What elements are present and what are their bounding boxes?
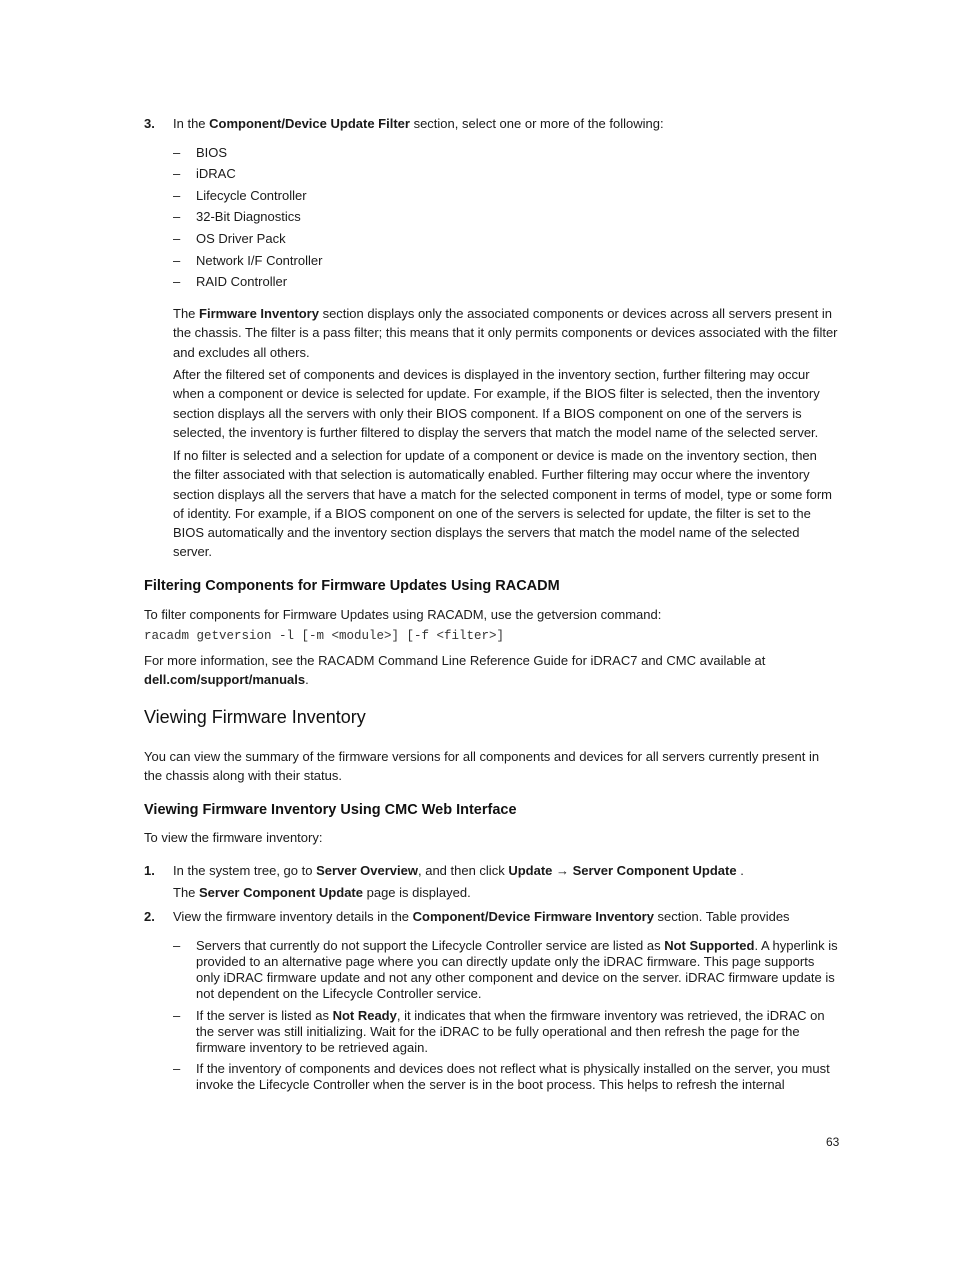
filter-option-item: – Lifecycle Controller	[173, 188, 307, 203]
not-supported-label: Not Supported	[664, 938, 755, 953]
web-section-intro: To view the firmware inventory:	[144, 830, 323, 845]
not-ready-label: Not Ready	[332, 1008, 397, 1023]
filter-option-label: RAID Controller	[196, 274, 288, 289]
racadm-more-info: For more information, see the RACADM Command Line Reference Guide for iDRAC7 and CMC available at dell.com/support/manuals.	[144, 653, 766, 688]
filter-option-label: iDRAC	[196, 166, 236, 181]
list-item: – Servers that currently do not support the Lifecycle Controller service are listed as Not Supported. A hyperlink is provided to an alternative page where you can directly update only the iDRAC firmware. This page supports only iDRAC firmware update and not any other component and device on the server. iDRAC firmware update is not dependent on the Lifecycle Controller service.	[173, 938, 838, 1001]
firmware-inventory-paragraph: The Firmware Inventory section displays only the associated components or devices across all servers present in the chassis. The filter is a pass filter; this means that it only permits components or devices associated with the filter and excludes all others.	[173, 306, 838, 360]
update-path-label: Update → Server Component Update	[508, 863, 737, 878]
firmware-inventory-label: Firmware Inventory	[199, 306, 319, 321]
component-device-update-filter-label: Component/Device Update Filter	[209, 116, 410, 131]
filtered-set-paragraph: After the filtered set of components and devices is displayed in the inventory section, further filtering may occur when a component or device is selected for update. For example, if the BIOS filter is selected, then the inventory section displays all the servers with only their BIOS component. If a BIOS component on one of the servers is selected, the inventory is further filtered to display the servers that match the model name of the selected server.	[173, 367, 820, 440]
filter-option-item: – BIOS	[173, 145, 228, 160]
component-device-firmware-inventory-label: Component/Device Firmware Inventory	[412, 909, 654, 924]
filter-option-item: – Network I/F Controller	[173, 253, 323, 268]
list-item: – If the inventory of components and devices does not reflect what is physically installed on the server, you must invoke the Lifecycle Controller when the server is in the boot process. This helps to refresh the internal	[173, 1061, 830, 1092]
filter-option-label: BIOS	[196, 145, 228, 160]
filter-option-item: – iDRAC	[173, 166, 236, 181]
racadm-section-heading: Filtering Components for Firmware Updates Using RACADM	[144, 578, 560, 594]
step-3-pre: In the	[173, 116, 210, 131]
filter-option-item: – RAID Controller	[173, 274, 288, 289]
page-number: 63	[826, 1135, 840, 1149]
step-3-post: section, select one or more of the following:	[409, 116, 664, 131]
step-2-text: View the firmware inventory details in the Component/Device Firmware Inventory section. Table provides	[173, 909, 790, 924]
viewing-firmware-inventory-heading: Viewing Firmware Inventory	[144, 707, 366, 727]
filter-option-label: Network I/F Controller	[196, 253, 323, 268]
racadm-command-code: racadm getversion -l [-m <module>] [-f <filter>]	[144, 629, 505, 643]
filter-option-label: 32-Bit Diagnostics	[196, 209, 301, 224]
viewing-intro-paragraph: You can view the summary of the firmware versions for all components and devices for all servers currently present in the chassis along with their status.	[144, 749, 820, 784]
server-component-update-label: Server Component Update	[199, 885, 363, 900]
no-filter-paragraph: If no filter is selected and a selection for update of a component or device is made on the inventory section, then the filter associated with that selection is automatically enabled. Further filtering may occur where the inventory section displays all the servers that have a match for the selected component in terms of model, type or some form of identity. For example, if a BIOS component on one of the servers is selected for update, the filter is set to the BIOS automatically and the inventory section displays the servers that match the model name of the selected server.	[173, 448, 832, 560]
filter-option-label: Lifecycle Controller	[196, 188, 307, 203]
step-1-text: In the system tree, go to Server Overview, and then click Update → Server Component Update .	[173, 863, 744, 878]
web-interface-section-heading: Viewing Firmware Inventory Using CMC Web Interface	[144, 802, 517, 818]
racadm-intro: To filter components for Firmware Updates using RACADM, use the getversion command:	[144, 607, 662, 622]
server-overview-label: Server Overview	[316, 863, 418, 878]
step-number: 3.	[144, 116, 155, 131]
step-3-text	[173, 116, 843, 131]
filter-option-item: – OS Driver Pack	[173, 231, 286, 246]
filter-option-label: OS Driver Pack	[196, 231, 286, 246]
step-1-result: The Server Component Update page is displayed.	[173, 885, 471, 900]
list-item: – If the server is listed as Not Ready, it indicates that when the firmware inventory was retrieved, the iDRAC on the server was still initializing. Wait for the iDRAC to be fully operational and then refresh the page for the firmware inventory to be retrieved again.	[173, 1008, 825, 1055]
dell-support-link[interactable]: dell.com/support/manuals	[144, 672, 306, 688]
step-number: 1.	[144, 863, 155, 878]
filter-option-item: – 32-Bit Diagnostics	[173, 209, 301, 224]
step-number: 2.	[144, 909, 155, 924]
